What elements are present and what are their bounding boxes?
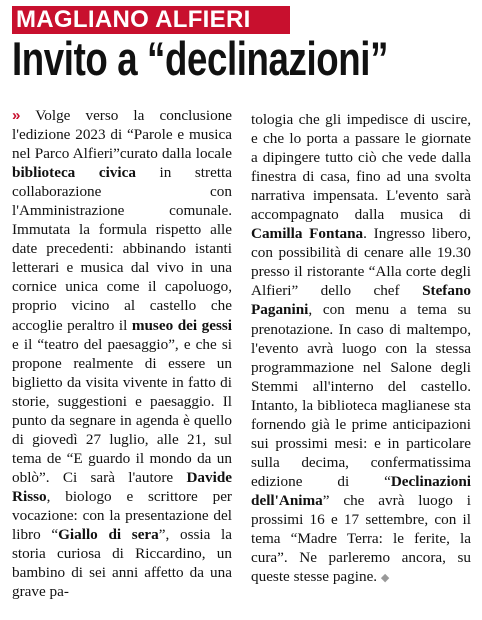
body-text: . Ingresso libero, con possibilità di cenare alle 19.30 presso il ristorante “Alla corte degli Alfieri” dello chef: [251, 225, 471, 300]
bullet-marker-icon: »: [12, 107, 21, 124]
body-text: Volge verso la conclusione l'edizione 2023 di “Parole e musica nel Parco Alfieri”curato dalla locale: [12, 107, 232, 163]
article-body-left: [12, 106, 232, 601]
article-headline: Invito a “declinazioni”: [12, 32, 389, 85]
article-body-right: [251, 110, 471, 588]
end-diamond-icon: ◆: [380, 572, 390, 585]
body-text: , con menu a tema su prenotazione. In caso di maltempo, l'evento avrà luogo con la stessa programmazione nel Salone degli Stemmi all'interno del castello. Intanto, la biblioteca maglianese sta fornendo già le prime anticipazioni sui prossimi mesi: e in particolare sulla decima, confermatissima edizione di “: [251, 301, 471, 490]
bold-name: Camilla Fontana: [251, 225, 364, 243]
bold-name: Davide Risso: [12, 468, 232, 505]
body-text: ” che avrà luogo i prossimi 16 e 17 settembre, con il tema “Madre Terra: le ferite, la cura”. Ne parleremo ancora, su queste stesse pagine.: [251, 491, 471, 586]
bold-name: museo dei gessi: [131, 316, 232, 334]
article-column-left: [12, 106, 232, 601]
article-column-right: [251, 110, 471, 588]
bold-name: Stefano Paganini: [251, 282, 471, 319]
body-text: e il “teatro del paesaggio”, e che si propone realmente di essere un biglietto da visita vivente in fatto di storie, suggestioni e paesaggio. Il punto da segnare in agenda è quello di giovedì 27 luglio, alle 21, sul tema de “E guardo il mondo da un oblò”. Ci sarà l'autore: [12, 335, 232, 486]
section-kicker: MAGLIANO ALFIERI: [12, 6, 290, 34]
body-text: ”, ossia la storia curiosa di Riccardino, un bambino di sei anni affetto da una grave pa-: [12, 526, 233, 601]
bold-name: Declinazioni dell'Anima: [251, 472, 471, 509]
bold-name: biblioteca civica: [12, 164, 136, 182]
bold-name: Giallo di sera: [58, 526, 159, 544]
body-text: tologia che gli impedisce di uscire, e che lo porta a passare le giornate a dipingere tutto ciò che vede dalla finestra di casa, fino ad una svolta narrativa impensata. L'evento sarà accompagnato dalla musica di: [251, 111, 471, 224]
body-text: , biologo e scrittore per vocazione: con la presentazione del libro “: [12, 487, 232, 544]
body-text: in stretta collaborazione con l'Amministrazione comunale. Immutata la formula rispetto alle date precedenti: abbinando istanti letterari e musica dal vivo in una cornice unica come il capoluogo, proprio vicino al castello che accoglie peraltro il: [12, 164, 232, 334]
